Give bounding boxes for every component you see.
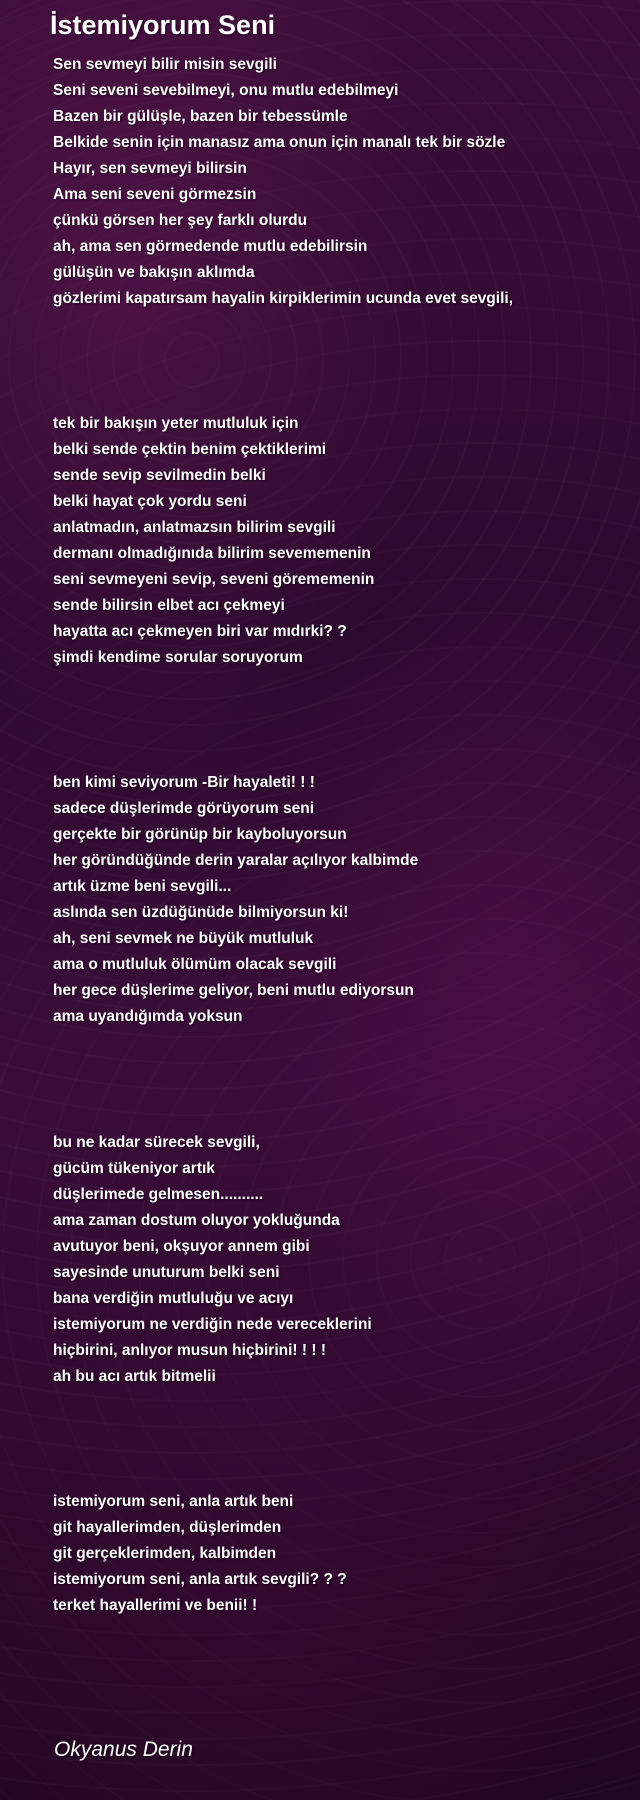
stanza-2 (53, 411, 623, 671)
poem-line: ama uyandığımda yoksun (53, 1008, 243, 1025)
stanza-4 (53, 1130, 623, 1390)
poem-line: şimdi kendime sorular soruyorum (53, 649, 303, 666)
poem-line: ah bu acı artık bitmelii (53, 1368, 216, 1385)
poem-line: ama zaman dostum oluyor yokluğunda (53, 1212, 340, 1229)
stanza-5 (53, 1489, 623, 1619)
poem-line: Hayır, sen sevmeyi bilirsin (53, 160, 247, 177)
poem-line: bu ne kadar sürecek sevgili, (53, 1134, 260, 1151)
poem-line: gözlerimi kapatırsam hayalin kirpiklerimin ucunda evet sevgili, (53, 290, 514, 307)
poem-line: hayatta acı çekmeyen biri var mıdırki? ? (53, 623, 347, 640)
poem-line: artık üzme beni sevgili... (53, 878, 232, 895)
poem-line: hiçbirini, anlıyor musun hiçbirini! ! ! ! (53, 1342, 326, 1359)
poem-line: avutuyor beni, okşuyor annem gibi (53, 1238, 310, 1255)
poem-line: ah, ama sen görmedende mutlu edebilirsin (53, 238, 368, 255)
poem-line: Sen sevmeyi bilir misin sevgili (53, 56, 277, 73)
poem-line: sadece düşlerimde görüyorum seni (53, 800, 315, 817)
poem-line: istemiyorum seni, anla artık sevgili? ? ? (53, 1571, 347, 1588)
poem-line: belki sende çektin benim çektiklerimi (53, 441, 327, 458)
poem-line: gülüşün ve bakışın aklımda (53, 264, 255, 281)
poem-line: çünkü görsen her şey farklı olurdu (53, 212, 308, 229)
poem-line: ben kimi seviyorum -Bir hayaleti! ! ! (53, 774, 315, 791)
poem-line: gücüm tükeniyor artık (53, 1160, 215, 1177)
poem-line: Ama seni seveni görmezsin (53, 186, 257, 203)
poem-line: her göründüğünde derin yaralar açılıyor kalbimde (53, 852, 419, 869)
stanza-1 (53, 52, 623, 312)
poem-line: anlatmadın, anlatmazsın bilirim sevgili (53, 519, 336, 536)
stanza-3 (53, 770, 623, 1030)
poem-line: dermanı olmadığınıda bilirim sevememenin (53, 545, 371, 562)
poem-author[interactable]: Okyanus Derin (54, 1738, 193, 1761)
poem-line: git hayallerimden, düşlerimden (53, 1519, 282, 1536)
poem-line: bana verdiğin mutluluğu ve acıyı (53, 1290, 294, 1307)
poem-line: tek bir bakışın yeter mutluluk için (53, 415, 299, 432)
poem-line: ah, seni sevmek ne büyük mutluluk (53, 930, 314, 947)
poem-line: Bazen bir gülüşle, bazen bir tebessümle (53, 108, 348, 125)
poem-line: istemiyorum seni, anla artık beni (53, 1493, 294, 1510)
poem-line: her gece düşlerime geliyor, beni mutlu ediyorsun (53, 982, 414, 999)
poem-line: Seni seveni sevebilmeyi, onu mutlu edebilmeyi (53, 82, 399, 99)
poem-line: aslında sen üzdüğünüde bilmiyorsun ki! (53, 904, 349, 921)
poem-line: seni sevmeyeni sevip, seveni görememenin (53, 571, 375, 588)
poem-line: belki hayat çok yordu seni (53, 493, 247, 510)
poem-line: sayesinde unuturum belki seni (53, 1264, 280, 1281)
poem-line: ama o mutluluk ölümüm olacak sevgili (53, 956, 337, 973)
poem-line: terket hayallerimi ve benii! ! (53, 1597, 258, 1614)
poem-line: Belkide senin için manasız ama onun için manalı tek bir sözle (53, 134, 506, 151)
poem-title: İstemiyorum Seni (50, 10, 276, 40)
poem-line: sende sevip sevilmedin belki (53, 467, 266, 484)
poem-line: git gerçeklerimden, kalbimden (53, 1545, 277, 1562)
poem-line: istemiyorum ne verdiğin nede vereceklerini (53, 1316, 372, 1333)
poem-line: düşlerimede gelmesen.......... (53, 1186, 264, 1203)
poem-line: sende bilirsin elbet acı çekmeyi (53, 597, 285, 614)
poem-line: gerçekte bir görünüp bir kayboluyorsun (53, 826, 347, 843)
